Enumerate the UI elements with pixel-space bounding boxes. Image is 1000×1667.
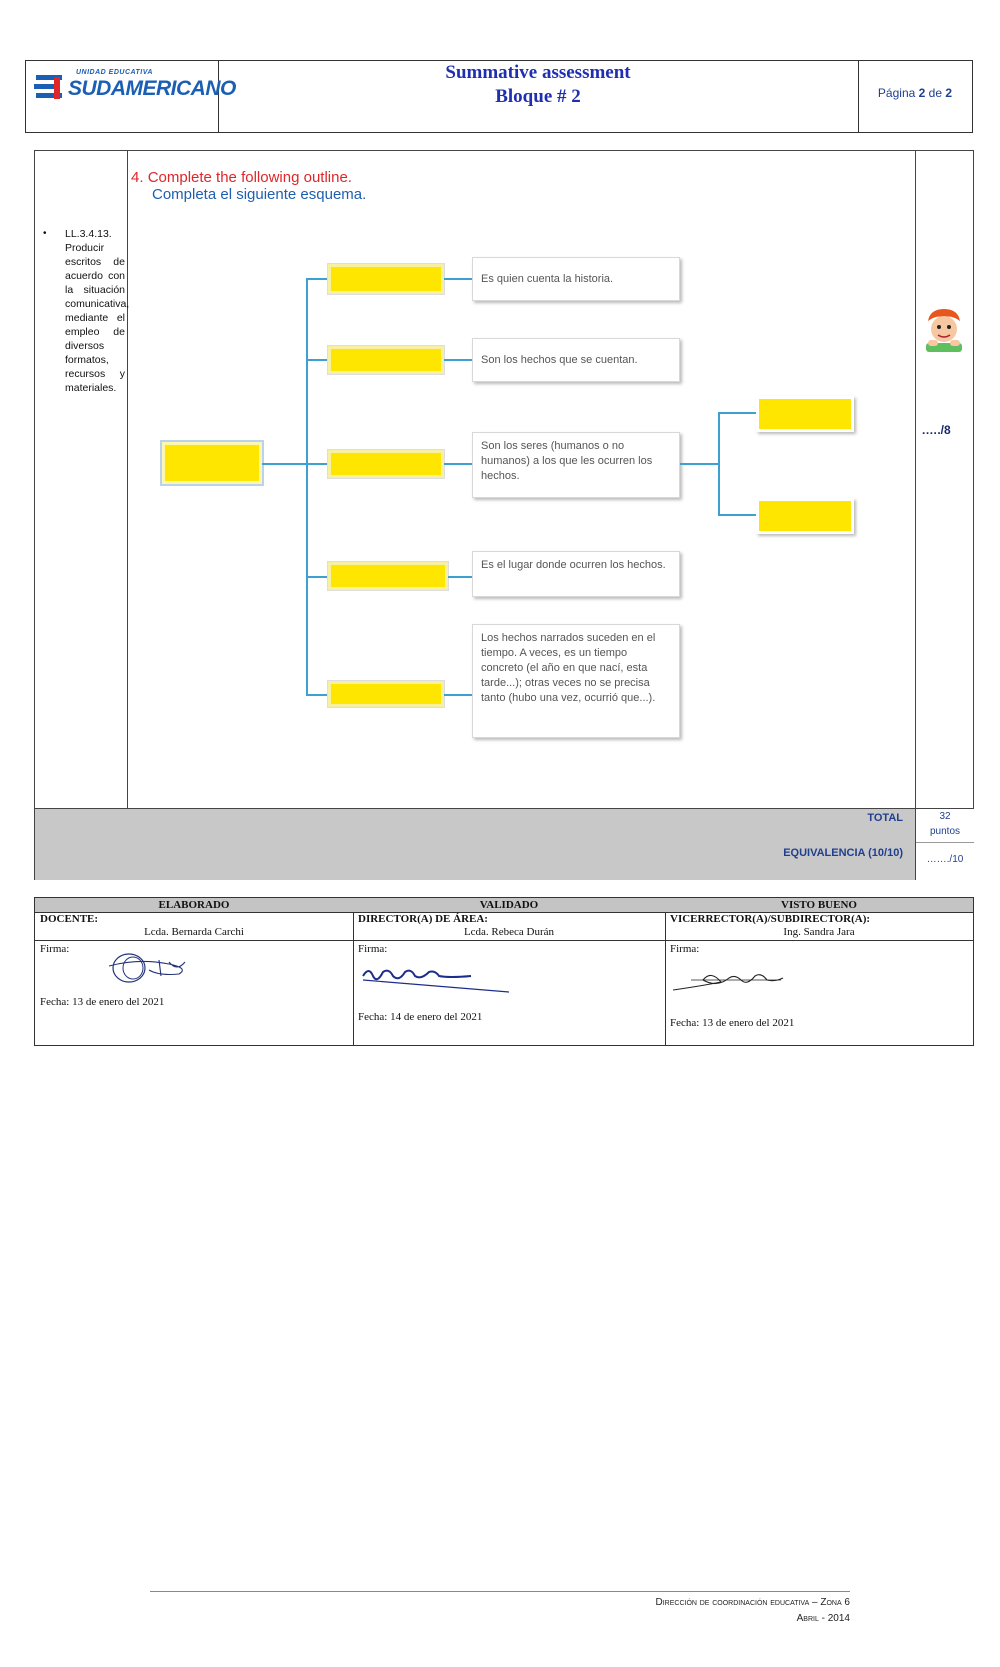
definition-time: Los hechos narrados suceden en el tiempo. A veces, es un tiempo concreto (el año en que nací, esta tarde...); otras veces no se precisa tanto (hubo una vez, ocurrió que...). (472, 624, 680, 738)
logo-cell (26, 61, 236, 132)
connector-line (718, 412, 758, 414)
definition-place: Es el lugar donde ocurren los hechos. (472, 551, 680, 597)
connector-line (444, 463, 472, 465)
answer-box-2[interactable] (328, 346, 444, 374)
signature-date: Fecha: 14 de enero del 2021 (358, 1011, 483, 1023)
signatures-table (34, 897, 974, 1046)
answer-box-3[interactable] (328, 450, 444, 478)
connector-line (444, 359, 472, 361)
signature-name: Ing. Sandra Jara (783, 926, 855, 938)
connector-line (718, 514, 758, 516)
totals-values (915, 809, 974, 880)
signature-role: DIRECTOR(A) DE ÁREA: (358, 913, 488, 925)
connector-trunk (306, 278, 308, 696)
total-label: TOTAL (867, 812, 903, 824)
signature-name: Lcda. Bernarda Carchi (144, 926, 244, 938)
signature-visto-bueno (665, 898, 973, 1045)
signature-date: Fecha: 13 de enero del 2021 (670, 1017, 795, 1029)
question-instructions (131, 169, 366, 203)
answer-box-6[interactable] (756, 396, 854, 432)
objective-text: Producir escritos de acuerdo con la situación comunicativa, mediante el empleo de diversos formatos, recursos y materiales. (65, 242, 130, 394)
page-number-cell (858, 61, 972, 132)
equivalence-value: ……./10 (926, 854, 964, 865)
connector-line (680, 463, 718, 465)
objective-code: LL.3.4.13. (65, 228, 112, 240)
equivalence-label: EQUIVALENCIA (10/10) (783, 847, 903, 859)
signature-elaborado (35, 898, 354, 1045)
signature-heading: VISTO BUENO (665, 898, 973, 913)
signature-validado (353, 898, 666, 1045)
answer-box-7[interactable] (756, 498, 854, 534)
answer-box-5[interactable] (328, 681, 444, 707)
page-subtitle: Bloque # 2 (495, 86, 581, 107)
totals-band (35, 808, 973, 880)
objective-item (43, 227, 130, 395)
connector-line (444, 694, 472, 696)
footer-rule (150, 1591, 850, 1592)
signature-role: VICERRECTOR(A)/SUBDIRECTOR(A): (670, 913, 871, 925)
title-cell (218, 61, 859, 132)
signature-firma-label: Firma: (40, 943, 70, 955)
answer-box-4[interactable] (328, 562, 448, 590)
question-prompt-en: 4. Complete the following outline. (131, 169, 352, 186)
signature-firma-label: Firma: (358, 943, 388, 955)
connector-line (306, 576, 328, 578)
signature-role: DOCENTE: (40, 913, 99, 925)
handwritten-signature (99, 948, 199, 988)
signature-date: Fecha: 13 de enero del 2021 (40, 996, 165, 1008)
footer-date: Abril - 2014 (796, 1613, 850, 1624)
definition-events: Son los hechos que se cuentan. (472, 338, 680, 382)
question-prompt-es: Completa el siguiente esquema. (152, 186, 367, 203)
signature-firma-label: Firma: (670, 943, 700, 955)
connector-line (306, 359, 328, 361)
signature-heading: VALIDADO (353, 898, 665, 913)
signature-heading: ELABORADO (35, 898, 353, 913)
total-value: 32 puntos (916, 809, 974, 843)
connector-line (448, 576, 472, 578)
page-number: Página 2 de 2 (877, 86, 953, 100)
cartoon-boy-icon (922, 307, 966, 355)
outline-diagram (150, 240, 890, 760)
logo-wordmark: SUDAMERICANO (68, 77, 236, 100)
document-header (25, 60, 973, 133)
connector-line (306, 278, 328, 280)
objective-column (35, 151, 128, 808)
definition-characters: Son los seres (humanos o no humanos) a los que les ocurren los hechos. (472, 432, 680, 498)
score-column (915, 151, 974, 808)
footer-institution: Dirección de coordinación educativa – Zona 6 (655, 1597, 850, 1608)
connector-line (306, 694, 328, 696)
question-score: .…./8 (922, 423, 951, 437)
logo-emblem-icon (34, 71, 68, 105)
handwritten-signature (671, 960, 791, 1000)
handwritten-signature (359, 958, 519, 998)
school-logo (34, 69, 236, 109)
connector-trunk (718, 412, 720, 516)
answer-box-root[interactable] (162, 442, 262, 484)
signature-name: Lcda. Rebeca Durán (463, 926, 555, 938)
bullet-icon: • (43, 228, 47, 239)
connector-line (444, 278, 472, 280)
answer-box-1[interactable] (328, 264, 444, 294)
definition-narrator: Es quien cuenta la historia. (472, 257, 680, 301)
page-title: Summative assessment (445, 62, 631, 83)
logo-subtitle: UNIDAD EDUCATIVA (76, 69, 153, 76)
